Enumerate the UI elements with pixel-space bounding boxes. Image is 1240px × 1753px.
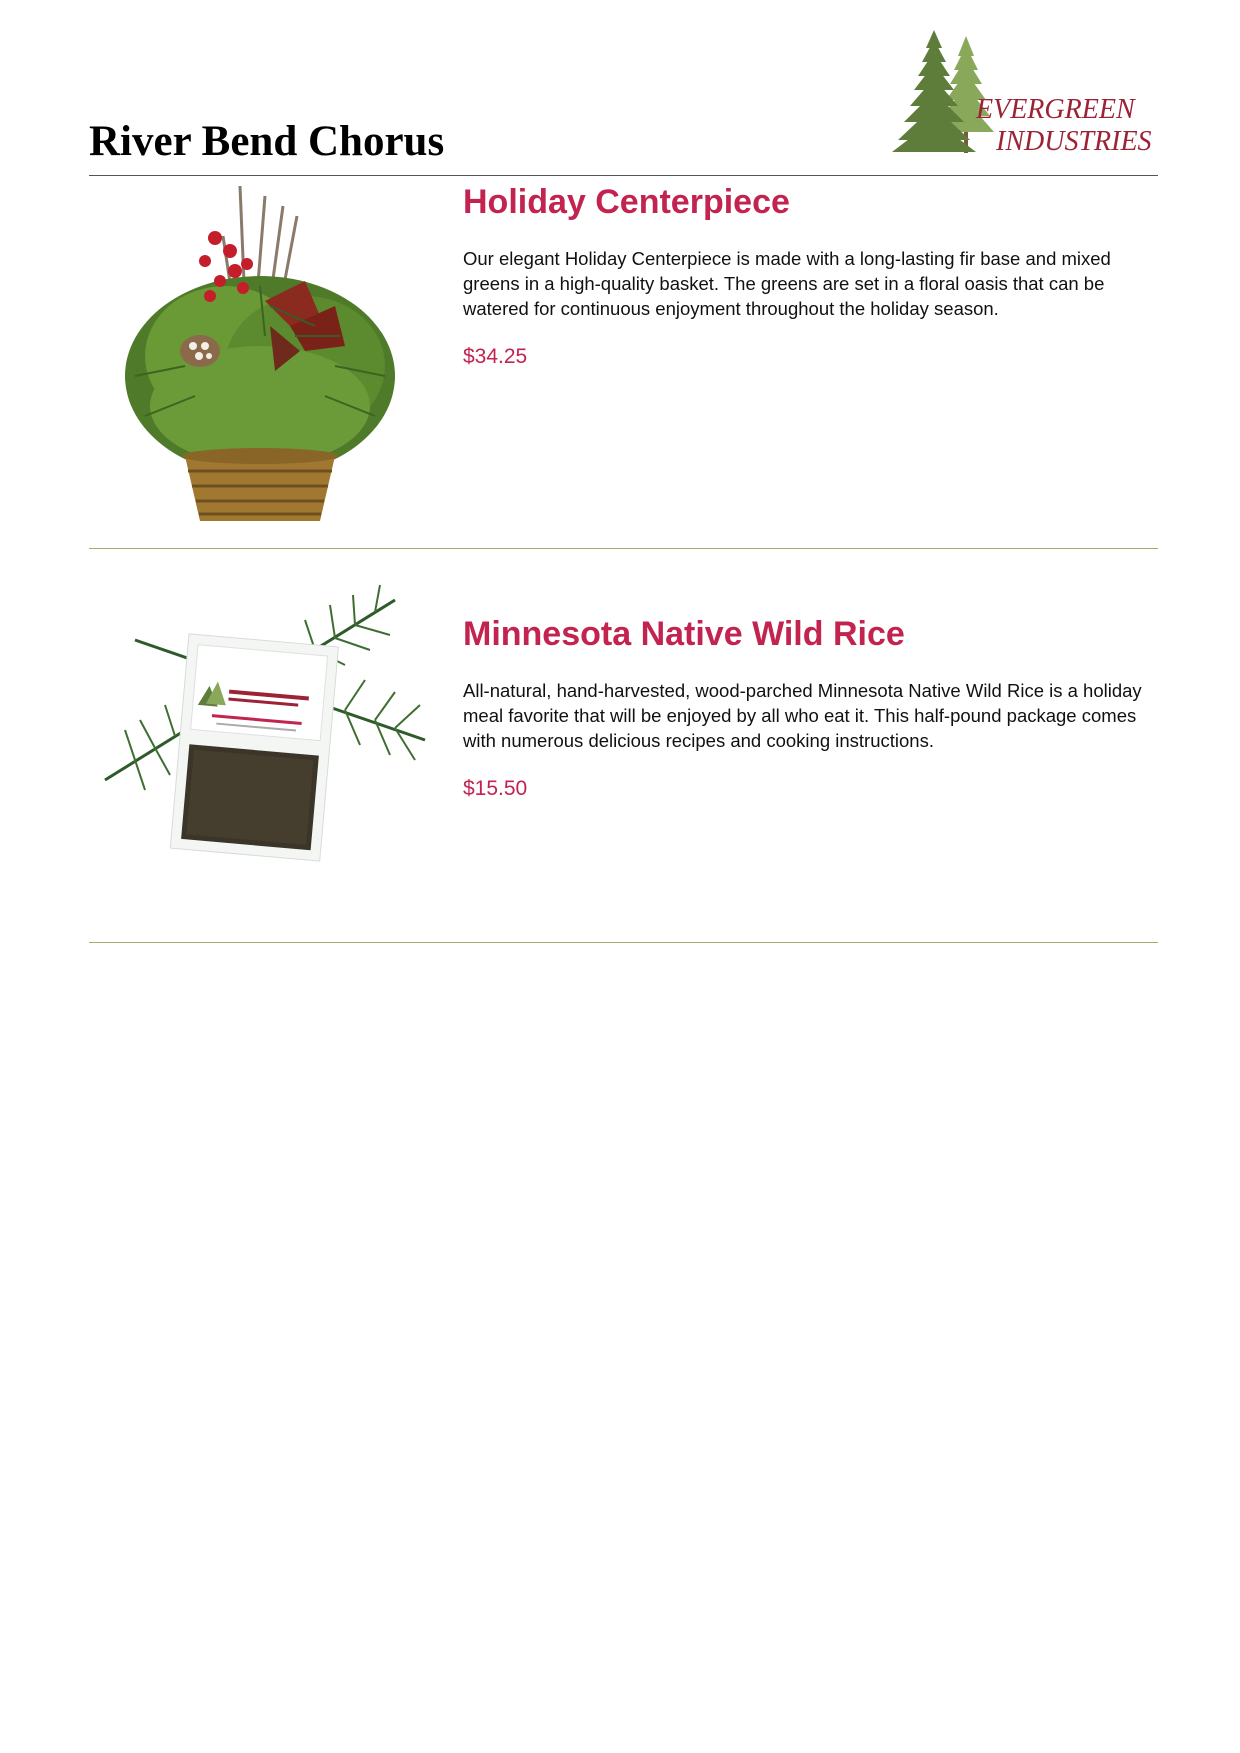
product-title: Holiday Centerpiece [463,183,790,221]
logo-line2: INDUSTRIES [996,126,1152,157]
section-divider [89,548,1158,549]
wild-rice-image [95,580,440,885]
product-title: Minnesota Native Wild Rice [463,615,905,653]
holiday-centerpiece-image [105,176,415,524]
product-price: $34.25 [463,345,528,368]
product-description: All-natural, hand-harvested, wood-parched Minnesota Native Wild Rice is a holiday meal favorite that will be enjoyed by all who eat it. This half-pound package comes with numerous delicious recipes and cooking instructions. [463,680,1142,751]
page-title: River Bend Chorus [89,118,445,165]
section-divider [89,942,1158,943]
product-description: Our elegant Holiday Centerpiece is made with a long-lasting fir base and mixed greens in a high-quality basket. The greens are set in a floral oasis that can be watered for continuous enjoyment throughout the holiday season. [463,248,1111,319]
product-holiday-centerpiece [463,180,1163,369]
product-price: $15.50 [463,777,528,800]
product-wild-rice [463,612,1163,801]
evergreen-industries-logo [876,28,1158,168]
logo-line1: EVERGREEN [976,94,1135,125]
